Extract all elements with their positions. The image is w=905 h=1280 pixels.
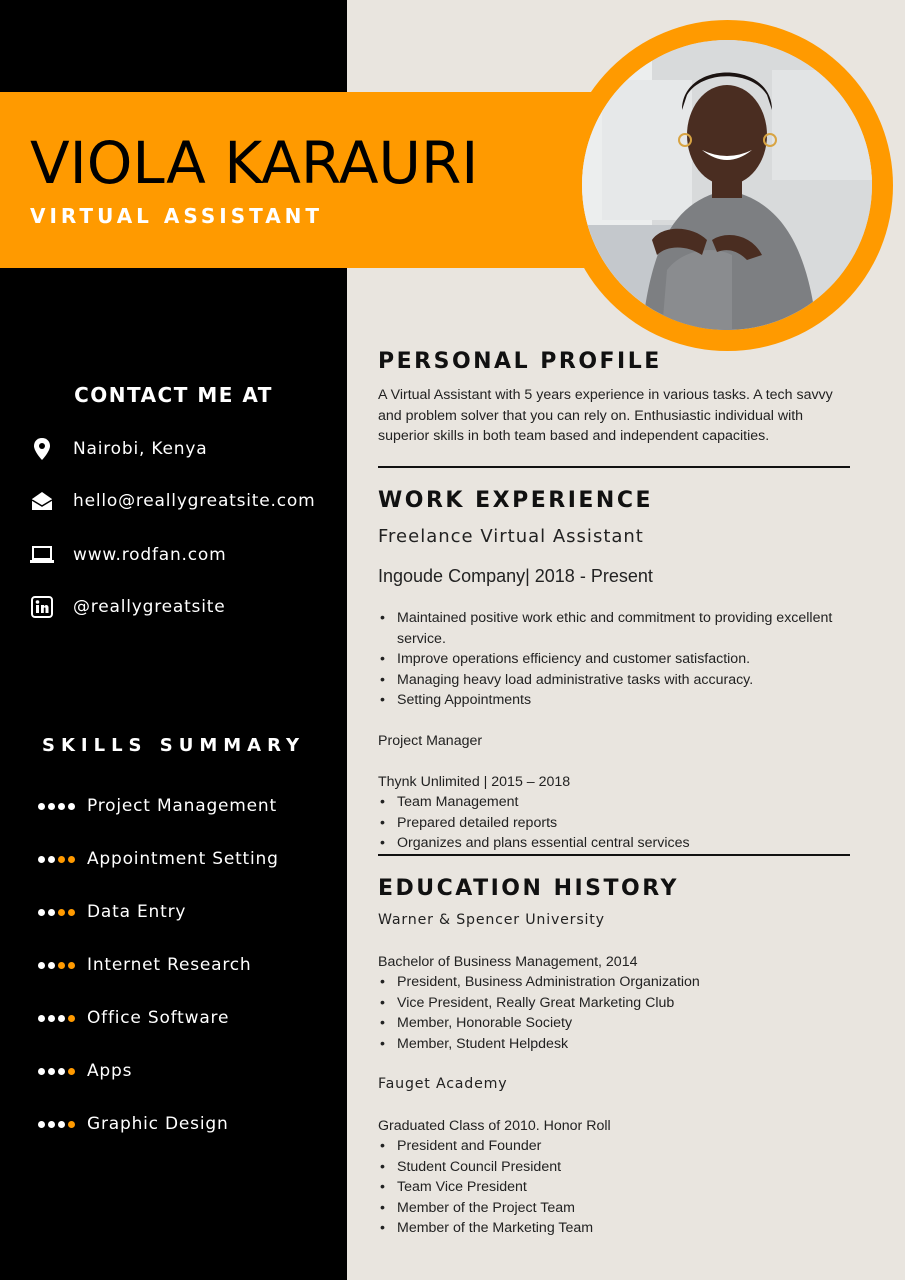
profile-heading: PERSONAL PROFILE xyxy=(378,349,662,374)
laptop-icon xyxy=(30,543,54,567)
skill-rating xyxy=(38,962,75,969)
education-heading: EDUCATION HISTORY xyxy=(378,876,679,901)
list-item: • Vice President, Really Great Marketing Club xyxy=(378,993,856,1014)
list-item: • Improve operations efficiency and customer satisfaction. xyxy=(378,649,856,670)
profile-photo xyxy=(582,40,872,330)
job1-company: Ingoude Company| 2018 - Present xyxy=(378,566,653,586)
skill-rating xyxy=(38,1068,75,1075)
contact-email-text[interactable]: hello@reallygreatsite.com xyxy=(73,491,316,511)
rating-dot xyxy=(68,856,75,863)
list-item: • Team Management xyxy=(378,792,856,813)
rating-dot xyxy=(38,803,45,810)
linkedin-icon xyxy=(30,595,54,619)
rating-dot xyxy=(58,1121,65,1128)
list-item: • President and Founder xyxy=(378,1136,856,1157)
skill-rating xyxy=(38,1121,75,1128)
contact-email[interactable] xyxy=(30,487,315,515)
rating-dot xyxy=(38,1015,45,1022)
rating-dot xyxy=(68,1121,75,1128)
skill-item xyxy=(38,846,279,872)
rating-dot xyxy=(58,962,65,969)
skill-label: Office Software xyxy=(87,1008,230,1028)
skill-label: Internet Research xyxy=(87,955,252,975)
school1-degree: Bachelor of Business Management, 2014 xyxy=(378,954,638,970)
rating-dot xyxy=(68,1068,75,1075)
rating-dot xyxy=(68,803,75,810)
rating-dot xyxy=(58,1068,65,1075)
contact-linkedin-text[interactable]: @reallygreatsite xyxy=(73,597,226,617)
skills-heading: SKILLS SUMMARY xyxy=(41,735,306,756)
rating-dot xyxy=(38,909,45,916)
school2-name: Fauget Academy xyxy=(378,1076,508,1092)
skill-item xyxy=(38,793,277,819)
envelope-icon xyxy=(30,489,54,513)
job2-bullets xyxy=(378,792,856,854)
rating-dot xyxy=(38,856,45,863)
school1-bullets xyxy=(378,972,856,1054)
list-item: • Prepared detailed reports xyxy=(378,813,856,834)
work-heading: WORK EXPERIENCE xyxy=(378,488,653,513)
contact-linkedin[interactable] xyxy=(30,593,225,621)
contact-website-text[interactable]: www.rodfan.com xyxy=(73,545,227,565)
skill-rating xyxy=(38,803,75,810)
skill-item xyxy=(38,1005,229,1031)
rating-dot xyxy=(38,962,45,969)
list-item: • Member of the Project Team xyxy=(378,1198,856,1219)
candidate-title: VIRTUAL ASSISTANT xyxy=(30,204,324,228)
skill-label: Appointment Setting xyxy=(87,849,279,869)
rating-dot xyxy=(58,856,65,863)
skill-item xyxy=(38,1111,229,1137)
profile-text: A Virtual Assistant with 5 years experience in various tasks. A tech savvy and problem solver that you can rely on. Enthusiastic individual with superior skills in both team based and independent capacities. xyxy=(378,387,833,444)
skill-rating xyxy=(38,909,75,916)
skill-label: Apps xyxy=(87,1061,133,1081)
skill-label: Graphic Design xyxy=(87,1114,229,1134)
rating-dot xyxy=(48,1068,55,1075)
rating-dot xyxy=(58,803,65,810)
rating-dot xyxy=(48,1121,55,1128)
school1-name: Warner & Spencer University xyxy=(378,912,605,928)
contact-location-text: Nairobi, Kenya xyxy=(73,439,208,459)
job2-company: Thynk Unlimited | 2015 – 2018 xyxy=(378,774,571,790)
job1-title: Freelance Virtual Assistant xyxy=(378,526,644,547)
candidate-name: VIOLA KARAURI xyxy=(30,129,479,197)
skill-item xyxy=(38,1058,132,1084)
divider xyxy=(378,854,850,856)
list-item: • Managing heavy load administrative tasks with accuracy. xyxy=(378,670,856,691)
rating-dot xyxy=(48,856,55,863)
list-item: • Setting Appointments xyxy=(378,690,856,711)
contact-location xyxy=(30,435,207,463)
list-item: • Organizes and plans essential central services xyxy=(378,833,856,854)
rating-dot xyxy=(68,1015,75,1022)
rating-dot xyxy=(68,909,75,916)
skill-label: Data Entry xyxy=(87,902,187,922)
list-item: • Maintained positive work ethic and commitment to providing excellent service. xyxy=(378,608,856,649)
contact-website[interactable] xyxy=(30,541,226,569)
rating-dot xyxy=(68,962,75,969)
skill-item xyxy=(38,899,186,925)
contact-heading: CONTACT ME AT xyxy=(74,383,273,407)
list-item: • Student Council President xyxy=(378,1157,856,1178)
list-item: • President, Business Administration Organization xyxy=(378,972,856,993)
school2-bullets xyxy=(378,1136,856,1239)
list-item: • Member, Honorable Society xyxy=(378,1013,856,1034)
rating-dot xyxy=(48,803,55,810)
skill-rating xyxy=(38,856,75,863)
rating-dot xyxy=(48,962,55,969)
rating-dot xyxy=(48,909,55,916)
rating-dot xyxy=(38,1121,45,1128)
school2-degree: Graduated Class of 2010. Honor Roll xyxy=(378,1118,611,1134)
rating-dot xyxy=(58,1015,65,1022)
list-item: • Member of the Marketing Team xyxy=(378,1218,856,1239)
skill-rating xyxy=(38,1015,75,1022)
job2-title: Project Manager xyxy=(378,733,483,749)
rating-dot xyxy=(38,1068,45,1075)
divider xyxy=(378,466,850,468)
job1-bullets xyxy=(378,608,856,711)
list-item: • Team Vice President xyxy=(378,1177,856,1198)
rating-dot xyxy=(48,1015,55,1022)
list-item: • Member, Student Helpdesk xyxy=(378,1034,856,1055)
skill-label: Project Management xyxy=(87,796,277,816)
skill-item xyxy=(38,952,251,978)
map-pin-icon xyxy=(30,437,54,461)
rating-dot xyxy=(58,909,65,916)
